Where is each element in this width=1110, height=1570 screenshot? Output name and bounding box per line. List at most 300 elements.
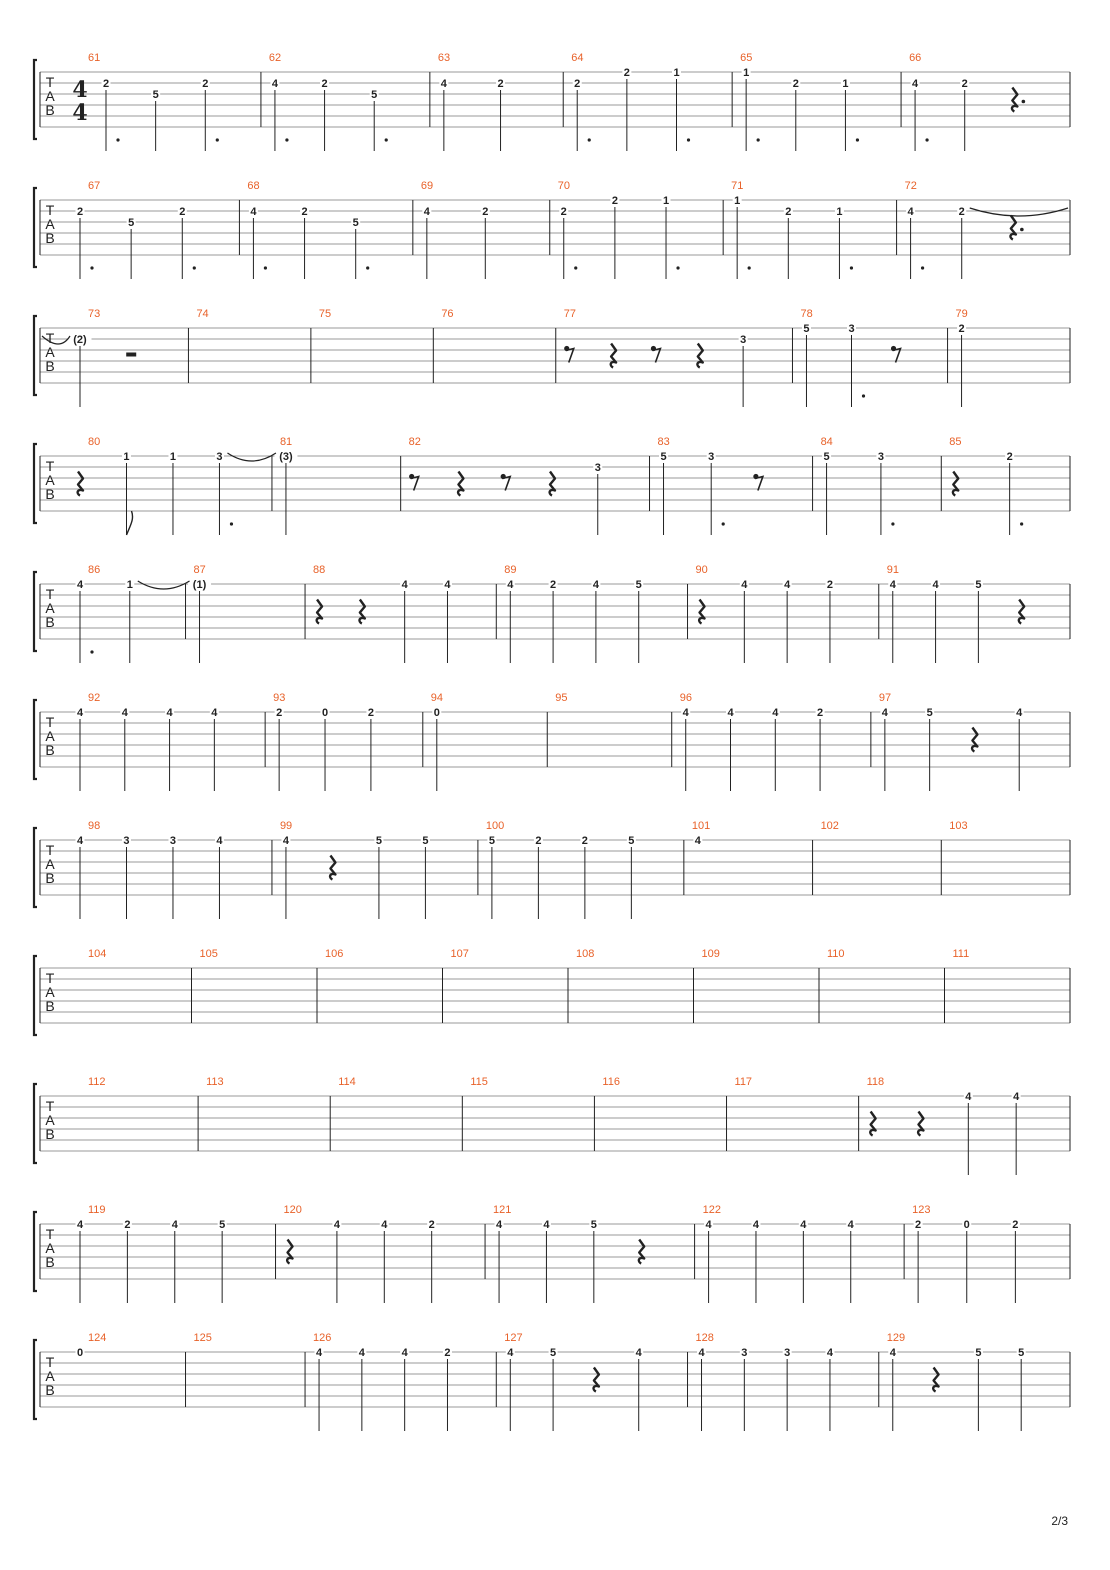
measure-123: [912, 1204, 1070, 1303]
fret-number: 1: [842, 78, 849, 90]
fret-number: 4: [727, 707, 734, 719]
rhythm-dot: [285, 138, 288, 141]
fret-number: 4: [889, 579, 896, 591]
fret-note: [380, 1218, 389, 1303]
fret-number: 2: [428, 1219, 435, 1231]
measure-98: [76, 820, 272, 919]
quarter-rest: [458, 472, 463, 496]
measure-number: 97: [878, 692, 892, 704]
fret-note: [888, 1346, 897, 1431]
fret-note: [496, 77, 505, 151]
tab-clef-letter: T: [45, 202, 55, 218]
tab-clef-letter: B: [45, 358, 55, 374]
tab-clef-letter: B: [45, 1126, 55, 1142]
fret-number: 2: [958, 323, 965, 335]
system-bracket: [34, 188, 37, 267]
fret-note: [374, 834, 383, 919]
measure-number: 66: [909, 52, 922, 64]
fret-number: 5: [628, 835, 635, 847]
fret-number: 2: [915, 1219, 922, 1231]
measure-number: 71: [731, 180, 744, 192]
fret-note: [188, 578, 211, 663]
fret-note: [1012, 1090, 1021, 1175]
fret-number: 2: [826, 579, 834, 591]
tab-clef-letter: T: [45, 842, 55, 858]
fret-number: 3: [740, 334, 747, 346]
rhythm-dot: [574, 266, 577, 269]
fret-note: [622, 66, 631, 151]
fret-number: 2: [574, 78, 581, 90]
tab-clef-letter: A: [45, 856, 55, 872]
fret-number: 0: [321, 707, 329, 719]
fret-number: 4: [741, 579, 748, 591]
measure-number: 63: [437, 52, 451, 64]
fret-number: 2: [785, 206, 792, 218]
tab-clef-letter: A: [45, 728, 55, 744]
fret-number: 2: [550, 579, 557, 591]
eighth-rest-stroke: [755, 477, 763, 491]
fret-note: [218, 1218, 227, 1303]
fret-number: 2: [321, 78, 328, 90]
fret-number: 1: [169, 451, 177, 463]
quarter-rest-glyph: [639, 1240, 644, 1264]
fret-note: [573, 77, 591, 151]
measure-number: 98: [88, 820, 101, 832]
measure-81: [227, 436, 400, 535]
tab-clef-letter: B: [45, 870, 55, 886]
measure-number: 101: [691, 820, 711, 832]
measure-129: [887, 1332, 1070, 1431]
measure-119: [76, 1204, 276, 1303]
fret-number: 5: [635, 579, 642, 591]
fret-note: [400, 1346, 409, 1431]
quarter-rest-glyph: [870, 1112, 875, 1136]
fret-number: 4: [401, 579, 408, 591]
quarter-rest-glyph: [1012, 88, 1017, 112]
fret-note: [427, 1218, 436, 1303]
fret-number: 4: [826, 1347, 834, 1359]
fret-number: 5: [975, 579, 982, 591]
fret-note: [822, 450, 831, 535]
measure-number: 100: [485, 820, 505, 832]
fret-note: [281, 834, 290, 919]
fret-note: [847, 322, 865, 407]
fret-number: 1: [734, 195, 741, 207]
fret-number: 4: [592, 579, 599, 591]
time-signature-numerator: 4: [72, 77, 88, 103]
fret-note: [481, 205, 490, 279]
tab-clef-letter: T: [45, 1226, 55, 1242]
fret-number: 4: [705, 1219, 712, 1231]
fret-note: [443, 578, 452, 663]
fret-number: 5: [1018, 1347, 1025, 1359]
quarter-rest-glyph: [330, 856, 335, 880]
quarter-rest-glyph: [317, 600, 322, 624]
fret-note: [591, 578, 600, 663]
fret-number: 1: [673, 67, 680, 79]
fret-note: [742, 66, 760, 151]
fret-note: [697, 1346, 706, 1431]
tab-clef-letter: B: [45, 1254, 55, 1270]
measure-93: [273, 692, 423, 791]
fret-number: 4: [76, 835, 84, 847]
measure-number: 124: [88, 1332, 107, 1344]
system-bracket: [34, 956, 37, 1035]
measure-70: [558, 180, 723, 279]
measure-100: [486, 820, 684, 919]
tab-clef: [45, 714, 55, 758]
measure-number: 62: [268, 52, 282, 64]
measure-72: [905, 180, 1070, 279]
quarter-rest-glyph: [1010, 216, 1015, 240]
measure-68: [247, 180, 412, 279]
rhythm-dot: [90, 650, 93, 653]
fret-note: [69, 333, 92, 407]
tab-clef-letter: T: [45, 970, 55, 986]
fret-note: [76, 205, 94, 279]
measure-77: [564, 308, 793, 407]
fret-number: 4: [772, 707, 779, 719]
fret-note: [321, 706, 330, 791]
rhythm-dot: [676, 266, 679, 269]
fret-note: [876, 450, 894, 535]
fret-note: [974, 1346, 983, 1431]
measure-96: [680, 692, 871, 791]
quarter-rest: [611, 344, 616, 368]
fret-number: 4: [694, 835, 701, 847]
tab-clef-letter: T: [45, 1354, 55, 1370]
fret-number: 2: [623, 67, 630, 79]
fret-note: [693, 834, 702, 847]
fret-number: 1: [123, 451, 130, 463]
fret-number: 2: [276, 707, 283, 719]
measure-126: [313, 1332, 496, 1431]
measure-67: [76, 180, 240, 279]
measure-number: 123: [912, 1204, 931, 1216]
fret-number: 2: [560, 206, 567, 218]
staff-system-7: [34, 820, 1070, 919]
quarter-rest: [1019, 600, 1024, 624]
tab-clef-letter: A: [45, 1112, 55, 1128]
fret-number: 2: [124, 1219, 131, 1231]
eighth-rest-stroke: [652, 349, 660, 363]
measure-number: 68: [247, 180, 260, 192]
measure-94: [431, 692, 547, 791]
fret-note: [846, 1218, 855, 1303]
fret-number: 4: [889, 1347, 896, 1359]
tab-clef-letter: B: [45, 614, 55, 630]
fret-note: [659, 450, 668, 535]
fret-note: [672, 66, 690, 151]
quarter-rest-glyph: [359, 600, 364, 624]
fret-number: 4: [682, 707, 689, 719]
rhythm-dot: [193, 266, 196, 269]
tab-clef-letter: T: [45, 1098, 55, 1114]
fret-number: 5: [803, 323, 810, 335]
tab-clef: [45, 970, 55, 1014]
measure-92: [76, 692, 266, 791]
measure-number: 112: [88, 1076, 106, 1088]
quarter-rest: [359, 600, 364, 624]
measure-number: 79: [955, 308, 968, 320]
fret-note: [1017, 1346, 1026, 1431]
measure-number: 64: [571, 52, 584, 64]
fret-number: 3: [848, 323, 855, 335]
measure-number: 102: [820, 820, 839, 832]
tab-clef-letter: A: [45, 1240, 55, 1256]
fret-note: [589, 1218, 598, 1303]
measure-number: 82: [408, 436, 421, 448]
tab-clef: [45, 330, 55, 374]
fret-number: 4: [76, 707, 84, 719]
quarter-rest: [317, 600, 322, 624]
fret-number: 5: [975, 1347, 982, 1359]
fret-note: [593, 461, 602, 535]
tab-clef-letter: A: [45, 88, 55, 104]
fret-number: 4: [698, 1347, 705, 1359]
fret-note: [76, 834, 85, 919]
fret-note: [315, 1346, 324, 1431]
rhythm-dot: [862, 394, 865, 397]
tie-arc: [138, 581, 190, 589]
fret-number: 2: [202, 78, 209, 90]
measure-number: 113: [206, 1076, 224, 1088]
measure-number: 90: [695, 564, 708, 576]
fret-note: [495, 1218, 504, 1303]
note-flag: [126, 511, 132, 535]
measure-number: 129: [886, 1332, 906, 1344]
tab-clef-letter: B: [45, 102, 55, 118]
fret-note: [914, 1218, 923, 1303]
fret-number: 3: [123, 835, 130, 847]
staff-system-1: [34, 52, 1070, 151]
fret-note: [123, 1218, 132, 1303]
measure-120: [284, 1204, 486, 1303]
measure-number: 108: [576, 948, 595, 960]
rhythm-dot: [850, 266, 853, 269]
time-signature: [72, 77, 87, 126]
measure-number: 121: [493, 1204, 512, 1216]
fret-note: [125, 578, 134, 663]
measure-number: 103: [949, 820, 968, 832]
measure-122: [703, 1204, 905, 1303]
tie-arc: [227, 453, 275, 461]
fret-note: [351, 216, 369, 279]
fret-number: (1): [192, 579, 207, 591]
fret-number: 3: [594, 462, 601, 474]
fret-note: [739, 333, 748, 407]
fret-number: 2: [611, 195, 618, 207]
system-bracket: [34, 1340, 37, 1419]
fret-note: [960, 77, 969, 151]
fret-note: [487, 834, 496, 919]
tab-clef: [45, 842, 55, 886]
fret-note: [802, 322, 811, 407]
staff-system-4: [34, 436, 1070, 535]
quarter-rest: [550, 472, 555, 496]
system-bracket: [34, 828, 37, 907]
eighth-rest-stroke: [566, 349, 574, 363]
measure-number: 122: [702, 1204, 721, 1216]
tab-clef-letter: B: [45, 486, 55, 502]
measure-number: 126: [313, 1332, 332, 1344]
measure-number: 74: [196, 308, 209, 320]
fret-note: [1015, 706, 1024, 791]
fret-number: 0: [76, 1347, 84, 1359]
fret-number: 4: [166, 707, 173, 719]
rhythm-dot: [366, 266, 369, 269]
system-bracket: [34, 60, 37, 139]
measure-99: [280, 820, 478, 919]
measure-118: [867, 1076, 1070, 1175]
measure-87: [138, 564, 305, 663]
system-bracket: [34, 572, 37, 651]
quarter-rest-glyph: [287, 1240, 292, 1264]
measure-73: [42, 308, 188, 407]
fret-number: 3: [708, 451, 715, 463]
fret-number: 5: [550, 1347, 557, 1359]
measure-85: [949, 436, 1070, 535]
rhythm-dot: [921, 266, 924, 269]
quarter-rest: [918, 1112, 923, 1136]
measure-number: 118: [866, 1076, 885, 1088]
fret-note: [733, 194, 751, 279]
fret-note: [168, 834, 177, 919]
fret-note: [610, 194, 619, 279]
staff-system-2: [34, 180, 1070, 279]
rhythm-dot: [722, 522, 725, 525]
measure-number: 83: [657, 436, 670, 448]
fret-number: 4: [507, 1347, 514, 1359]
eighth-rest: [409, 474, 419, 491]
tab-clef-letter: A: [45, 600, 55, 616]
tab-clef-letter: T: [45, 586, 55, 602]
fret-note: [704, 1218, 713, 1303]
measure-number: 89: [504, 564, 517, 576]
tab-clef: [45, 1226, 55, 1270]
fret-number: 4: [250, 206, 257, 218]
measure-number: 128: [695, 1332, 714, 1344]
quarter-rest: [972, 728, 977, 752]
system-bracket: [34, 316, 37, 395]
fret-note: [534, 834, 543, 919]
fret-number: 2: [497, 78, 504, 90]
fret-number: 4: [440, 78, 447, 90]
fret-note: [957, 205, 966, 279]
fret-number: 2: [482, 206, 489, 218]
half-rest-glyph: [126, 353, 136, 357]
fret-number: 1: [836, 206, 843, 218]
fret-number: 1: [662, 195, 670, 207]
fret-number: 1: [743, 67, 750, 79]
fret-note: [443, 1346, 452, 1431]
measure-61: [88, 52, 261, 151]
fret-number: 5: [422, 835, 429, 847]
measure-127: [504, 1332, 687, 1431]
fret-number: 5: [375, 835, 382, 847]
fret-note: [151, 88, 160, 151]
fret-note: [76, 706, 85, 791]
fret-note: [366, 706, 375, 791]
staff-system-8: [34, 948, 1070, 1035]
rhythm-dot: [385, 138, 388, 141]
fret-note: [880, 706, 889, 791]
time-signature-denominator: 4: [72, 100, 88, 126]
fret-note: [634, 1346, 643, 1431]
fret-number: 2: [301, 206, 308, 218]
fret-number: 5: [152, 89, 159, 101]
quarter-rest: [953, 472, 958, 496]
quarter-rest-glyph: [699, 600, 704, 624]
quarter-rest-glyph: [594, 1368, 599, 1392]
fret-number: 4: [847, 1219, 854, 1231]
measure-89: [504, 564, 687, 663]
rhythm-dot: [1022, 100, 1026, 104]
fret-number: 4: [211, 707, 218, 719]
measure-number: 69: [420, 180, 434, 192]
fret-note: [178, 205, 196, 279]
fret-note: [549, 578, 558, 663]
fret-number: 4: [784, 579, 791, 591]
quarter-rest: [78, 472, 83, 496]
fret-note: [370, 88, 388, 151]
fret-note: [275, 706, 284, 791]
fret-note: [102, 77, 120, 151]
fret-number: 4: [752, 1219, 760, 1231]
fret-note: [751, 1218, 760, 1303]
fret-number: 2: [817, 707, 824, 719]
fret-number: 2: [367, 707, 374, 719]
rhythm-dot: [925, 138, 928, 141]
measure-number: 109: [701, 948, 720, 960]
fret-note: [249, 205, 267, 279]
measure-65: [740, 52, 901, 151]
measure-number: 125: [193, 1332, 212, 1344]
rhythm-dot: [757, 138, 760, 141]
measure-number: 93: [273, 692, 286, 704]
measure-number: 86: [88, 564, 101, 576]
fret-number: 4: [423, 206, 430, 218]
tab-clef-letter: T: [45, 458, 55, 474]
measure-number: 117: [734, 1076, 753, 1088]
quarter-rest: [697, 344, 702, 368]
fret-note: [439, 77, 448, 151]
measure-number: 70: [557, 180, 570, 192]
rhythm-dot: [216, 138, 219, 141]
fret-note: [549, 1346, 558, 1431]
measure-number: 94: [430, 692, 444, 704]
fret-number: 5: [926, 707, 933, 719]
quarter-rest-glyph: [918, 1112, 923, 1136]
rhythm-dot: [856, 138, 859, 141]
tab-clef: [45, 586, 55, 630]
fret-note: [215, 450, 233, 535]
fret-note: [122, 450, 133, 535]
measure-84: [821, 436, 942, 535]
measure-number: 88: [313, 564, 326, 576]
measure-number: 92: [88, 692, 101, 704]
quarter-rest: [1010, 216, 1023, 240]
fret-number: 2: [76, 206, 84, 218]
page-number: 2/3: [1051, 1514, 1068, 1528]
measure-number: 114: [338, 1076, 356, 1088]
fret-number: 4: [932, 579, 939, 591]
quarter-rest-glyph: [78, 472, 83, 496]
fret-number: 5: [371, 89, 378, 101]
fret-note: [835, 205, 853, 279]
fret-number: 2: [1012, 1219, 1019, 1231]
fret-note: [726, 706, 735, 791]
